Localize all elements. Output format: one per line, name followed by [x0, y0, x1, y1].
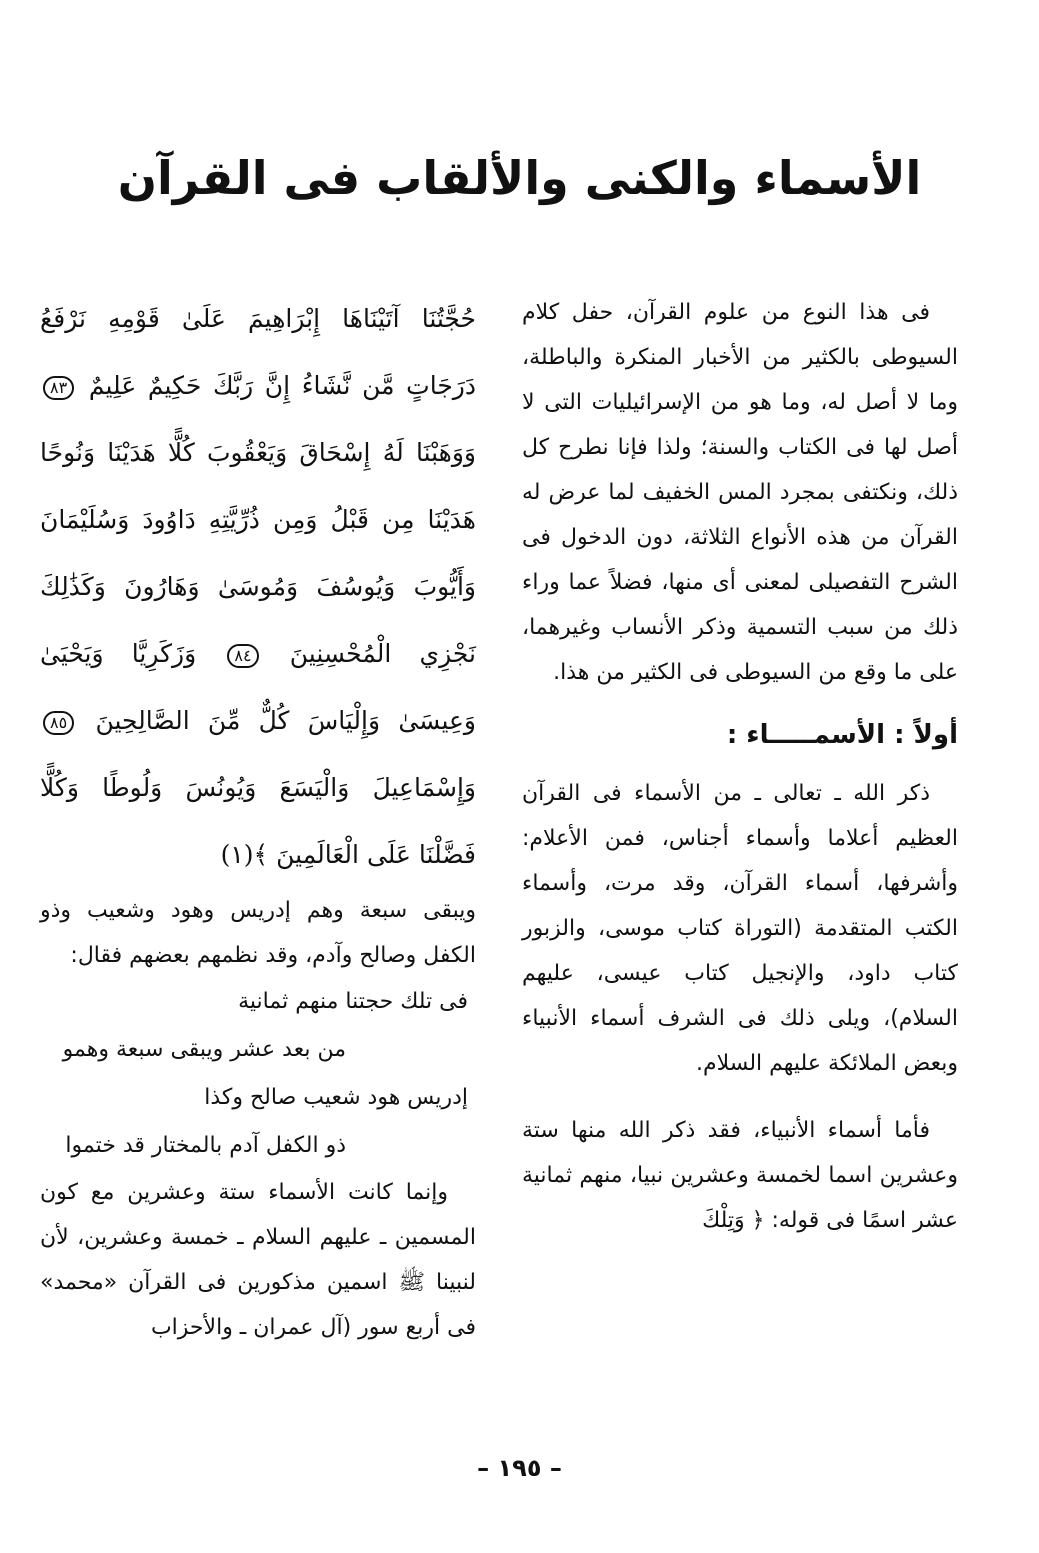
quran-passage — [40, 285, 476, 888]
quran-text-part-4: وَإِسْمَاعِيلَ وَالْيَسَعَ وَيُونُسَ وَلُوطًا وَكُلًّا فَضَّلْنَا عَلَى الْعَالَمِينَ ﴾(١) — [40, 773, 476, 869]
right-column — [522, 290, 958, 1243]
closing-paragraph: وإنما كانت الأسماء ستة وعشرين مع كون المسمين ـ عليهم السلام ـ خمسة وعشرين، لأن لنبينا ﷺ اسمين مذكورين فى القرآن «محمد» فى أربع سور (آل عمران ـ والأحزاب — [40, 1180, 476, 1340]
paragraph-spacer — [522, 1086, 958, 1108]
page-number: – ١٩٥ – — [477, 1454, 562, 1482]
ayah-number-85: ٨٥ — [43, 711, 74, 735]
remaining-prophets-paragraph: ويبقى سبعة وهم إدريس وهود وشعيب وذو الكفل وصالح وآدم، وقد نظمهم بعضهم فقال: — [40, 898, 476, 968]
page-title: الأسماء والكنى والألقاب فى القرآن — [117, 151, 922, 205]
intro-paragraph: فى هذا النوع من علوم القرآن، حفل كلام السيوطى بالكثير من الأخبار المنكرة والباطلة، وما لا أصل له، وما هو من الإسرائيليات التى لا أصل لها فى الكتاب والسنة؛ ولذا فإنا نطرح كل ذلك، ونكتفى بمجرد المس الخفيف لما عرض له القرآن من هذه الأنواع الثلاثة، دون الدخول فى الشرح التفصيلى لمعنى أى منها، فضلاً عما وراء ذلك من سبب التسمية وذكر الأنساب وغيرهما، على ما وقع من السيوطى فى الكثير من هذا. — [522, 300, 958, 685]
quran-text-part-2: وَوَهَبْنَا لَهُ إِسْحَاقَ وَيَعْقُوبَ كُلًّا هَدَيْنَا وَنُوحًا هَدَيْنَا مِن قَبْلُ وَمِن ذُرِّيَّتِهِ دَاوُودَ وَسُلَيْمَانَ وَأَيُّوبَ وَيُوسُفَ وَمُوسَىٰ وَهَارُونَ وَكَذَٰلِكَ نَجْزِي الْمُحْسِنِينَ — [40, 438, 476, 668]
poem-verse-1: فى تلك حجتنا منهم ثمانية — [238, 989, 468, 1014]
ayah-number-84: ٨٤ — [227, 644, 258, 668]
ayah-number-83: ٨٣ — [43, 376, 74, 400]
poem-verse-2: من بعد عشر ويبقى سبعة وهمو — [62, 1037, 346, 1062]
prophets-paragraph: فأما أسماء الأنبياء، فقد ذكر الله منها ستة وعشرين اسما لخمسة وعشرين نبيا، منهم ثمانية عشر اسمًا فى قوله: ﴿ وَتِلْكَ — [522, 1118, 958, 1233]
quran-text-part-3: وَزَكَرِيَّا وَيَحْيَىٰ وَعِيسَىٰ وَإِلْيَاسَ كُلٌّ مِّنَ الصَّالِحِينَ — [40, 639, 476, 735]
left-column — [40, 285, 476, 1350]
poem-verse-3: إدريس هود شعيب صالح وكذا — [204, 1085, 468, 1110]
section-heading-names: أولاً : الأسمـــــاء : — [726, 720, 958, 750]
quran-text-part-1: حُجَّتُنَا آتَيْنَاهَا إِبْرَاهِيمَ عَلَىٰ قَوْمِهِ نَرْفَعُ دَرَجَاتٍ مَّن نَّشَاءُ إِنَّ رَبَّكَ حَكِيمٌ عَلِيمٌ — [40, 304, 476, 400]
poem-verse-4: ذو الكفل آدم بالمختار قد ختموا — [65, 1133, 346, 1158]
names-paragraph: ذكر الله ـ تعالى ـ من الأسماء فى القرآن العظيم أعلاما وأسماء أجناس، فمن الأعلام: وأشرفها، أسماء القرآن، وقد مرت، وأسماء الكتب المتقدمة (التوراة كتاب موسى، والزبور كتاب داود، والإنجيل كتاب عيسى، عليهم السلام)، ويلى ذلك فى الشرف أسماء الأنبياء وبعض الملائكة عليهم السلام. — [522, 781, 958, 1076]
